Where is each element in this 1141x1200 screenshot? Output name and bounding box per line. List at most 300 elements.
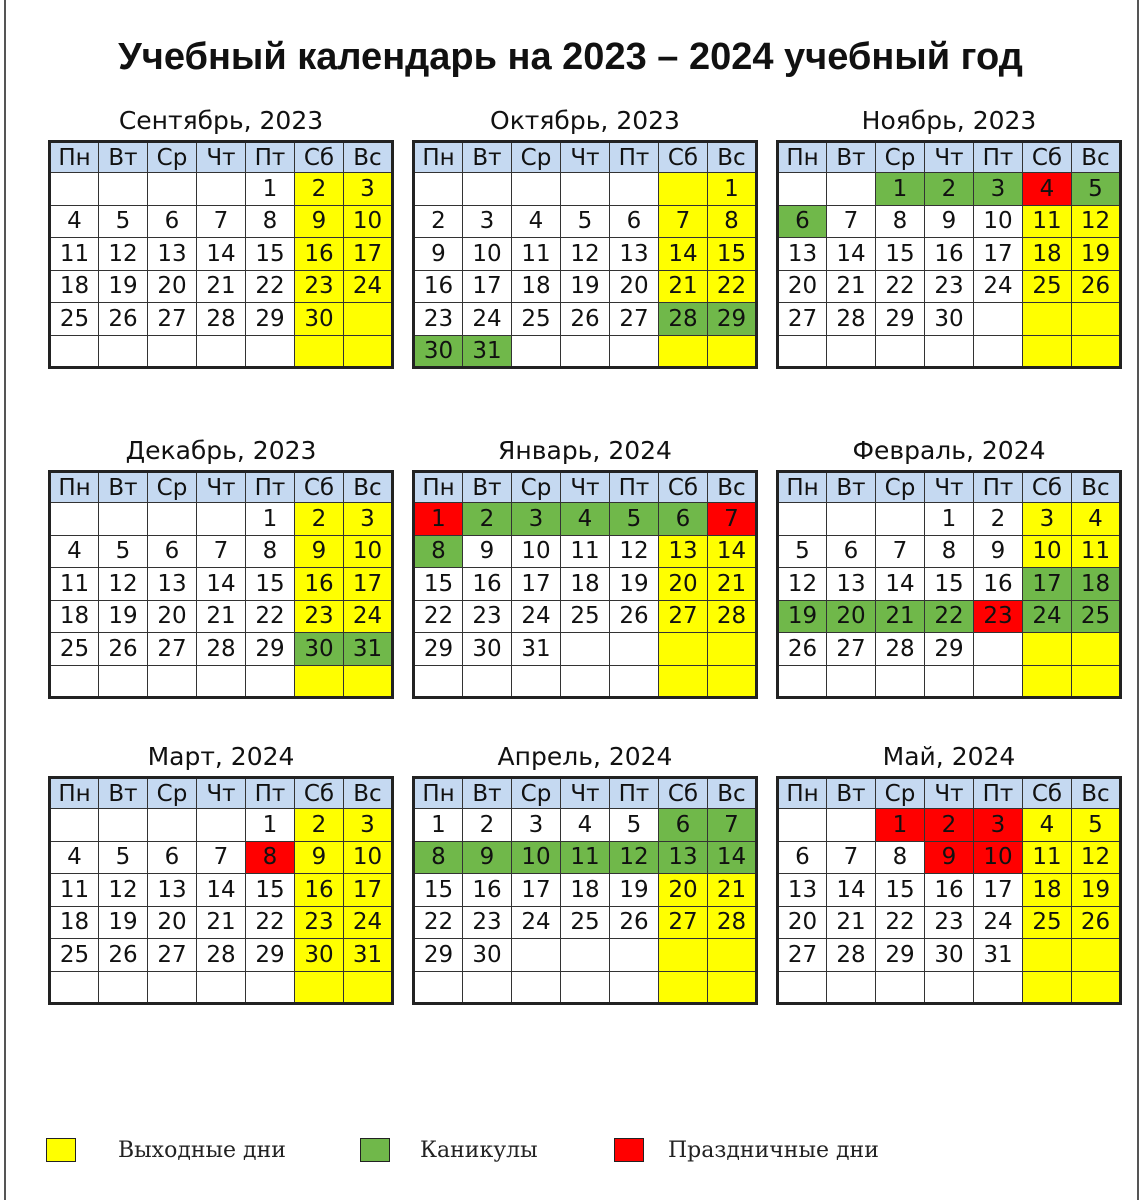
month-calendar (776, 106, 1122, 369)
day-cell: 11 (561, 841, 610, 874)
day-cell: 19 (610, 568, 659, 601)
day-cell (197, 335, 246, 368)
day-cell: 14 (827, 238, 876, 271)
day-cell: 10 (512, 535, 561, 568)
week-row (778, 205, 1121, 238)
day-cell (295, 971, 344, 1004)
day-cell (148, 809, 197, 842)
day-cell (1023, 665, 1072, 698)
day-cell: 26 (99, 633, 148, 666)
month-title: Март, 2024 (147, 742, 295, 771)
day-cell (876, 665, 925, 698)
day-cell: 10 (512, 841, 561, 874)
weekday-header-row (778, 142, 1121, 173)
day-cell: 21 (197, 906, 246, 939)
day-cell: 29 (708, 303, 757, 336)
week-row (414, 906, 757, 939)
day-cell (463, 173, 512, 206)
day-cell: 14 (827, 874, 876, 907)
day-cell: 24 (974, 270, 1023, 303)
day-cell (99, 503, 148, 536)
day-cell: 23 (925, 270, 974, 303)
day-cell: 5 (99, 205, 148, 238)
month-table (412, 776, 758, 1005)
day-cell: 14 (876, 568, 925, 601)
day-cell: 22 (876, 906, 925, 939)
week-row (50, 906, 393, 939)
day-cell: 21 (708, 874, 757, 907)
day-cell: 17 (1023, 568, 1072, 601)
day-cell: 2 (295, 809, 344, 842)
day-cell (344, 335, 393, 368)
day-cell: 17 (463, 270, 512, 303)
day-cell: 13 (659, 535, 708, 568)
weekday-header: Чт (561, 142, 610, 173)
day-cell: 22 (246, 600, 295, 633)
weekday-header: Пн (50, 778, 99, 809)
day-cell: 21 (197, 600, 246, 633)
week-row (778, 303, 1121, 336)
day-cell: 12 (1072, 841, 1121, 874)
day-cell: 11 (1072, 535, 1121, 568)
week-row (414, 874, 757, 907)
day-cell (778, 665, 827, 698)
day-cell (414, 173, 463, 206)
weekday-header: Сб (295, 778, 344, 809)
day-cell (778, 503, 827, 536)
month-table (48, 470, 394, 699)
week-row (50, 173, 393, 206)
day-cell (561, 971, 610, 1004)
day-cell: 17 (512, 874, 561, 907)
day-cell: 13 (148, 874, 197, 907)
day-cell (99, 173, 148, 206)
week-row (50, 503, 393, 536)
day-cell (610, 173, 659, 206)
weekday-header-row (414, 142, 757, 173)
weekday-header: Вс (708, 778, 757, 809)
day-cell: 11 (561, 535, 610, 568)
day-cell: 3 (344, 809, 393, 842)
day-cell (148, 971, 197, 1004)
weekday-header: Пт (610, 142, 659, 173)
day-cell: 2 (463, 809, 512, 842)
day-cell: 5 (1072, 173, 1121, 206)
week-row (50, 238, 393, 271)
day-cell: 7 (659, 205, 708, 238)
week-row (778, 906, 1121, 939)
day-cell: 26 (99, 303, 148, 336)
day-cell (778, 809, 827, 842)
day-cell (197, 809, 246, 842)
day-cell: 17 (344, 568, 393, 601)
day-cell: 31 (344, 939, 393, 972)
day-cell: 20 (148, 270, 197, 303)
day-cell: 15 (246, 568, 295, 601)
day-cell (197, 665, 246, 698)
day-cell: 9 (925, 205, 974, 238)
day-cell (659, 633, 708, 666)
weekday-header: Вт (463, 472, 512, 503)
day-cell: 25 (50, 633, 99, 666)
day-cell (99, 809, 148, 842)
day-cell (463, 971, 512, 1004)
day-cell: 26 (1072, 906, 1121, 939)
weekday-header: Ср (148, 142, 197, 173)
day-cell (50, 335, 99, 368)
day-cell: 5 (610, 809, 659, 842)
day-cell (1072, 303, 1121, 336)
day-cell: 26 (610, 906, 659, 939)
day-cell: 10 (974, 841, 1023, 874)
day-cell: 24 (344, 600, 393, 633)
day-cell: 7 (197, 205, 246, 238)
day-cell: 11 (50, 238, 99, 271)
weekday-header: Пн (50, 142, 99, 173)
day-cell: 6 (659, 809, 708, 842)
day-cell (246, 335, 295, 368)
day-cell (148, 665, 197, 698)
day-cell (148, 503, 197, 536)
weekday-header-row (414, 778, 757, 809)
day-cell: 2 (925, 173, 974, 206)
day-cell: 9 (295, 535, 344, 568)
day-cell: 28 (827, 939, 876, 972)
weekday-header: Сб (1023, 472, 1072, 503)
day-cell: 28 (876, 633, 925, 666)
day-cell (512, 173, 561, 206)
day-cell (827, 335, 876, 368)
day-cell: 9 (925, 841, 974, 874)
day-cell: 22 (708, 270, 757, 303)
week-row (414, 665, 757, 698)
legend-holiday-swatch (614, 1138, 644, 1162)
day-cell: 15 (708, 238, 757, 271)
day-cell: 18 (1023, 238, 1072, 271)
weekday-header: Вс (1072, 472, 1121, 503)
day-cell (246, 665, 295, 698)
weekday-header: Пт (246, 778, 295, 809)
weekday-header: Вс (344, 778, 393, 809)
weekday-header-row (50, 778, 393, 809)
day-cell: 15 (246, 874, 295, 907)
day-cell: 9 (463, 841, 512, 874)
day-cell: 30 (925, 303, 974, 336)
day-cell (974, 303, 1023, 336)
day-cell (512, 665, 561, 698)
day-cell: 6 (778, 841, 827, 874)
day-cell: 4 (50, 205, 99, 238)
day-cell: 12 (99, 568, 148, 601)
day-cell: 14 (197, 568, 246, 601)
day-cell (50, 173, 99, 206)
week-row (414, 205, 757, 238)
page-border-left (4, 0, 6, 1200)
day-cell: 3 (344, 503, 393, 536)
day-cell: 14 (197, 238, 246, 271)
day-cell: 7 (197, 535, 246, 568)
day-cell: 28 (708, 600, 757, 633)
day-cell: 18 (512, 270, 561, 303)
weekday-header: Пт (974, 778, 1023, 809)
day-cell: 27 (778, 939, 827, 972)
day-cell: 4 (512, 205, 561, 238)
week-row (414, 939, 757, 972)
day-cell: 6 (148, 535, 197, 568)
day-cell: 13 (659, 841, 708, 874)
day-cell: 19 (1072, 238, 1121, 271)
weekday-header: Ср (148, 778, 197, 809)
month-table (412, 470, 758, 699)
day-cell: 16 (295, 568, 344, 601)
weekday-header: Вт (99, 472, 148, 503)
month-title: Ноябрь, 2023 (861, 106, 1037, 135)
weekday-header-row (778, 472, 1121, 503)
week-row (50, 568, 393, 601)
week-row (778, 665, 1121, 698)
day-cell: 4 (1023, 173, 1072, 206)
legend-weekend-label: Выходные дни (118, 1138, 286, 1163)
day-cell: 25 (1023, 906, 1072, 939)
week-row (778, 568, 1121, 601)
day-cell: 24 (1023, 600, 1072, 633)
day-cell: 27 (148, 633, 197, 666)
day-cell: 3 (512, 809, 561, 842)
day-cell: 30 (295, 939, 344, 972)
day-cell: 27 (659, 906, 708, 939)
week-row (778, 971, 1121, 1004)
day-cell: 31 (344, 633, 393, 666)
day-cell (414, 971, 463, 1004)
day-cell: 12 (610, 535, 659, 568)
day-cell: 25 (50, 939, 99, 972)
day-cell (1072, 335, 1121, 368)
month-table (776, 470, 1122, 699)
weekday-header: Чт (197, 472, 246, 503)
week-row (414, 238, 757, 271)
day-cell (827, 173, 876, 206)
month-table (412, 140, 758, 369)
weekday-header: Вс (708, 142, 757, 173)
weekday-header-row (414, 472, 757, 503)
weekday-header-row (50, 142, 393, 173)
day-cell: 17 (974, 238, 1023, 271)
day-cell (148, 335, 197, 368)
day-cell (1023, 971, 1072, 1004)
weekday-header: Пн (414, 142, 463, 173)
day-cell: 20 (148, 906, 197, 939)
weekday-header: Ср (876, 472, 925, 503)
week-row (50, 600, 393, 633)
week-row (778, 535, 1121, 568)
day-cell: 11 (50, 874, 99, 907)
legend-weekend-swatch (46, 1138, 76, 1162)
day-cell: 19 (778, 600, 827, 633)
day-cell: 31 (512, 633, 561, 666)
weekday-header: Пн (414, 472, 463, 503)
day-cell: 24 (974, 906, 1023, 939)
day-cell (974, 335, 1023, 368)
weekday-header: Вт (99, 142, 148, 173)
day-cell: 23 (463, 600, 512, 633)
day-cell (659, 173, 708, 206)
day-cell: 16 (414, 270, 463, 303)
day-cell (197, 503, 246, 536)
week-row (414, 568, 757, 601)
day-cell: 9 (414, 238, 463, 271)
day-cell (708, 665, 757, 698)
month-calendar (776, 742, 1122, 1005)
day-cell: 28 (827, 303, 876, 336)
day-cell (561, 633, 610, 666)
weekday-header: Вс (344, 142, 393, 173)
week-row (778, 270, 1121, 303)
weekday-header: Пн (778, 142, 827, 173)
day-cell: 1 (708, 173, 757, 206)
day-cell: 6 (148, 841, 197, 874)
day-cell: 24 (512, 600, 561, 633)
day-cell: 3 (512, 503, 561, 536)
day-cell (778, 335, 827, 368)
day-cell: 7 (708, 809, 757, 842)
week-row (778, 335, 1121, 368)
day-cell: 26 (778, 633, 827, 666)
day-cell: 28 (659, 303, 708, 336)
day-cell: 22 (246, 270, 295, 303)
day-cell (659, 939, 708, 972)
day-cell: 8 (246, 841, 295, 874)
day-cell: 18 (50, 600, 99, 633)
week-row (50, 939, 393, 972)
day-cell: 18 (50, 906, 99, 939)
weekday-header: Сб (659, 472, 708, 503)
day-cell: 27 (827, 633, 876, 666)
week-row (778, 633, 1121, 666)
day-cell: 13 (778, 874, 827, 907)
day-cell: 9 (295, 205, 344, 238)
day-cell: 10 (344, 205, 393, 238)
day-cell: 2 (463, 503, 512, 536)
day-cell: 4 (1023, 809, 1072, 842)
weekday-header: Вс (344, 472, 393, 503)
day-cell: 1 (876, 173, 925, 206)
day-cell: 30 (295, 633, 344, 666)
day-cell: 18 (561, 874, 610, 907)
weekday-header: Сб (1023, 778, 1072, 809)
day-cell: 26 (610, 600, 659, 633)
day-cell: 19 (99, 600, 148, 633)
day-cell: 26 (99, 939, 148, 972)
day-cell: 12 (99, 874, 148, 907)
day-cell: 4 (50, 535, 99, 568)
day-cell: 29 (925, 633, 974, 666)
day-cell: 12 (1072, 205, 1121, 238)
week-row (50, 665, 393, 698)
day-cell: 21 (827, 906, 876, 939)
day-cell: 17 (974, 874, 1023, 907)
weekday-header: Пн (778, 472, 827, 503)
week-row (50, 270, 393, 303)
day-cell: 6 (610, 205, 659, 238)
day-cell (295, 665, 344, 698)
week-row (414, 503, 757, 536)
day-cell: 1 (414, 503, 463, 536)
day-cell: 20 (148, 600, 197, 633)
weekday-header: Пт (610, 778, 659, 809)
weekday-header: Пт (246, 472, 295, 503)
day-cell: 21 (659, 270, 708, 303)
day-cell: 14 (708, 841, 757, 874)
day-cell: 23 (974, 600, 1023, 633)
week-row (50, 335, 393, 368)
day-cell (659, 335, 708, 368)
day-cell: 2 (925, 809, 974, 842)
day-cell: 12 (610, 841, 659, 874)
day-cell: 5 (99, 841, 148, 874)
day-cell: 5 (778, 535, 827, 568)
day-cell: 27 (610, 303, 659, 336)
day-cell: 23 (463, 906, 512, 939)
day-cell: 6 (778, 205, 827, 238)
day-cell (827, 665, 876, 698)
weekday-header: Чт (925, 472, 974, 503)
weekday-header-row (778, 778, 1121, 809)
day-cell: 3 (463, 205, 512, 238)
weekday-header: Чт (925, 778, 974, 809)
week-row (414, 809, 757, 842)
day-cell: 24 (344, 270, 393, 303)
week-row (50, 809, 393, 842)
week-row (50, 303, 393, 336)
weekday-header: Чт (197, 142, 246, 173)
day-cell (925, 971, 974, 1004)
day-cell (778, 971, 827, 1004)
day-cell: 25 (512, 303, 561, 336)
day-cell: 8 (925, 535, 974, 568)
day-cell (1023, 633, 1072, 666)
weekday-header: Вт (827, 142, 876, 173)
legend-holiday-label: Праздничные дни (668, 1138, 879, 1163)
week-row (50, 841, 393, 874)
day-cell: 28 (197, 303, 246, 336)
day-cell (778, 173, 827, 206)
day-cell: 25 (561, 906, 610, 939)
day-cell: 31 (974, 939, 1023, 972)
day-cell: 19 (610, 874, 659, 907)
day-cell: 20 (610, 270, 659, 303)
month-title: Январь, 2024 (498, 436, 672, 465)
day-cell: 9 (463, 535, 512, 568)
day-cell (610, 633, 659, 666)
day-cell: 29 (246, 633, 295, 666)
day-cell (99, 971, 148, 1004)
month-calendar (48, 742, 394, 1005)
day-cell: 6 (148, 205, 197, 238)
legend-vacation-label: Каникулы (420, 1138, 538, 1163)
day-cell: 12 (99, 238, 148, 271)
day-cell: 2 (414, 205, 463, 238)
day-cell: 1 (246, 809, 295, 842)
day-cell: 8 (246, 535, 295, 568)
day-cell (50, 971, 99, 1004)
week-row (778, 939, 1121, 972)
legend-vacation-swatch (360, 1138, 390, 1162)
day-cell (876, 503, 925, 536)
day-cell: 15 (414, 568, 463, 601)
day-cell (708, 633, 757, 666)
day-cell: 5 (610, 503, 659, 536)
day-cell (512, 335, 561, 368)
